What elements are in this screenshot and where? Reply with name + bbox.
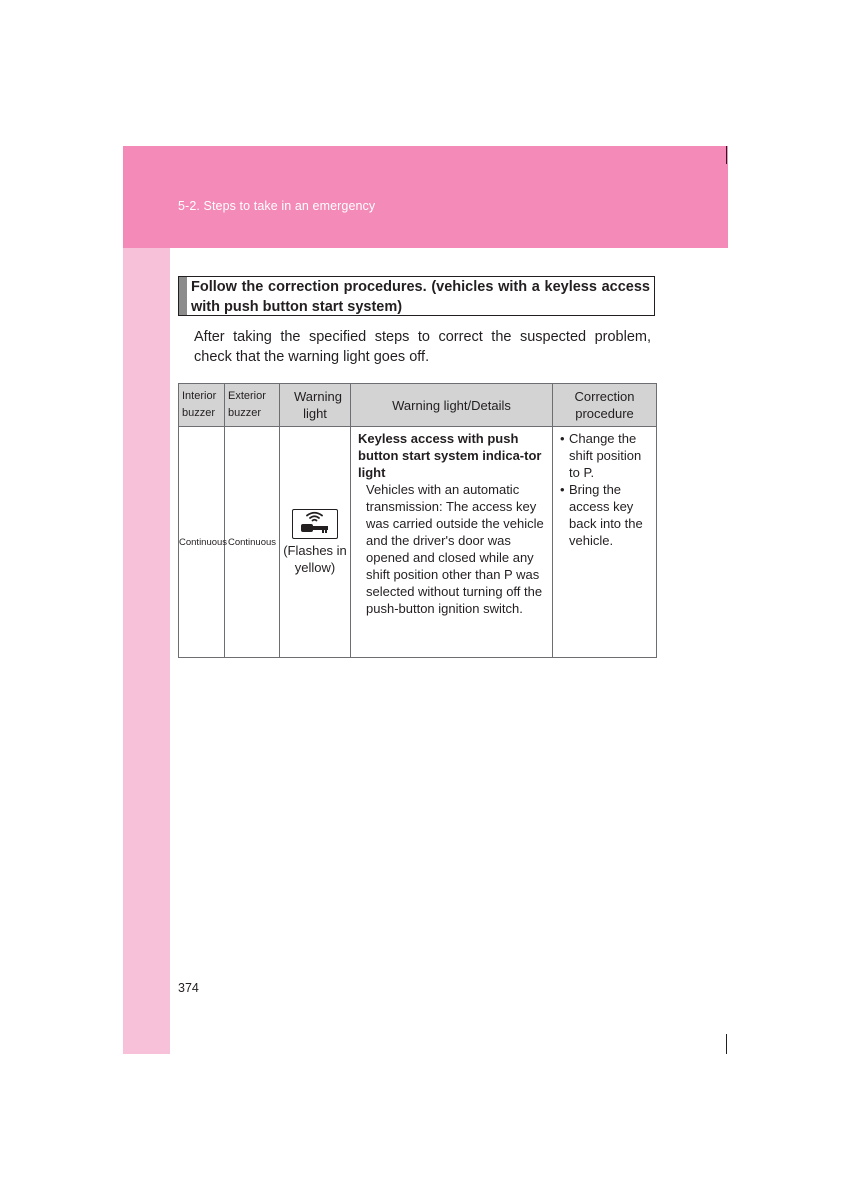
crop-mark bbox=[726, 146, 727, 164]
light-note: (Flashes in yellow) bbox=[283, 542, 347, 575]
warning-light-cell bbox=[280, 427, 351, 658]
list-item: • Bring the access key back into the vehicle. bbox=[559, 481, 652, 549]
list-item: • Change the shift position to P. bbox=[559, 430, 652, 481]
details-cell bbox=[351, 427, 553, 658]
section-title: 5-2. Steps to take in an emergency bbox=[178, 199, 376, 213]
exterior-buzzer-value: Continuous bbox=[225, 427, 280, 658]
step-heading: Follow the correction procedures. (vehicles with a keyless access with push button start system) bbox=[191, 279, 650, 315]
interior-buzzer-value: Continuous bbox=[179, 427, 225, 658]
header-procedure: Correction procedure bbox=[553, 384, 657, 427]
header-band bbox=[123, 146, 728, 248]
table-header-row bbox=[179, 384, 657, 427]
step-marker-bar bbox=[179, 277, 187, 315]
crop-mark bbox=[726, 1034, 727, 1054]
procedure-list bbox=[559, 430, 652, 549]
step-box bbox=[178, 276, 655, 316]
header-details: Warning light/Details bbox=[351, 384, 553, 427]
header-interior-buzzer: Interior buzzer bbox=[179, 384, 225, 427]
side-strip bbox=[123, 248, 170, 1054]
warning-table bbox=[178, 383, 657, 658]
keyless-access-key-icon bbox=[292, 509, 338, 539]
table-row bbox=[179, 427, 657, 658]
details-title: Keyless access with push button start system indica-tor light bbox=[358, 431, 542, 480]
instruction-text: After taking the specified steps to correct the suspected problem, check that the warning light goes off. bbox=[194, 329, 651, 365]
header-warning-light: Warning light bbox=[280, 384, 351, 427]
details-body: Vehicles with an automatic transmission: The access key was carried outside the vehicle and the driver's door was opened and closed while any shift position other than P was selected without turning off the push-button ignition switch. bbox=[366, 482, 544, 616]
header-exterior-buzzer: Exterior buzzer bbox=[225, 384, 280, 427]
procedure-cell bbox=[553, 427, 657, 658]
page-number: 374 bbox=[178, 981, 199, 995]
